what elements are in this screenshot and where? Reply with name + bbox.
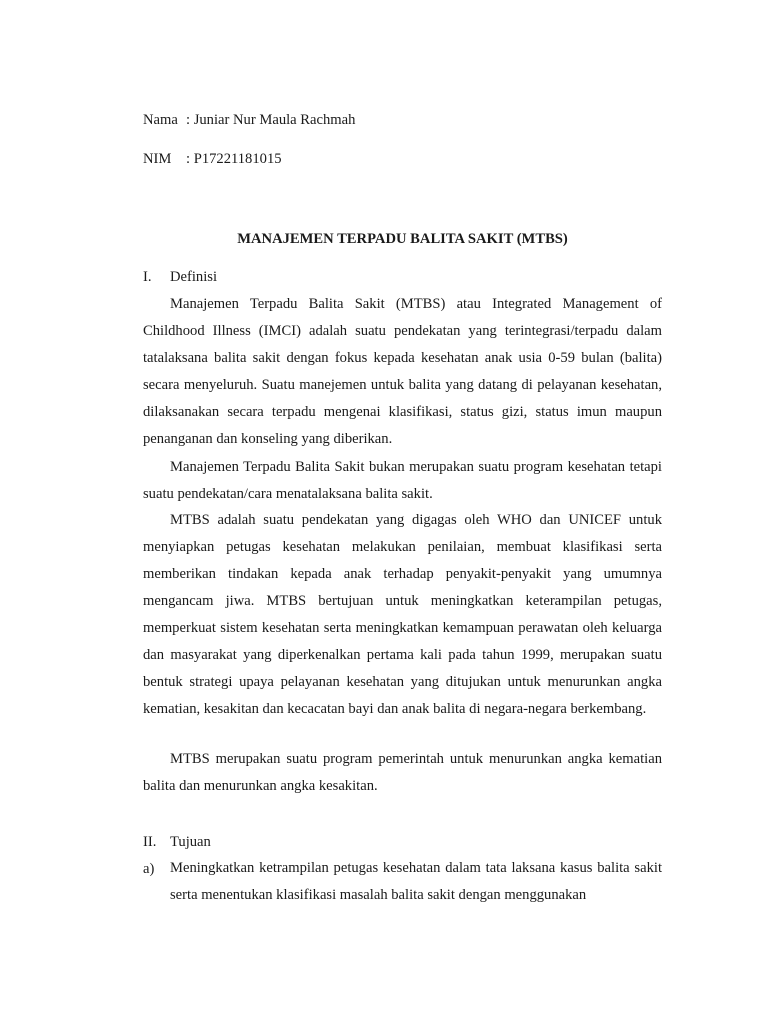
list-item: Meningkatkan ketrampilan petugas kesehatan dalam tata laksana kasus balita sakit serta menentukan klasifikasi masalah balita sakit dengan menggunakan (170, 860, 662, 903)
section-2-number: II. (143, 834, 157, 850)
name-value: : Juniar Nur Maula Rachmah (186, 112, 356, 128)
section-2-title: Tujuan (170, 834, 211, 850)
section-1-paragraph-2: Manajemen Terpadu Balita Sakit bukan merupakan suatu program kesehatan tetapi suatu pendekatan/cara menatalaksana balita sakit. (143, 459, 662, 502)
section-1-paragraph-3: MTBS adalah suatu pendekatan yang digagas oleh WHO dan UNICEF untuk menyiapkan petugas kesehatan melakukan penilaian, membuat klasifikasi serta memberikan tindakan kepada anak terhadap penyakit-penyakit yang umumnya mengancam jiwa. MTBS bertujuan untuk meningkatkan keterampilan petugas, memperkuat sistem kesehatan serta meningkatkan kemampuan perawatan oleh keluarga dan masyarakat yang diperkenalkan pertama kali pada tahun 1999, merupakan suatu bentuk strategi upaya pelayanan kesehatan yang ditujukan untuk menurunkan angka kematian, kesakitan dan kecacatan bayi dan anak balita di negara-negara berkembang. (143, 512, 662, 717)
section-1-title: Definisi (170, 269, 218, 285)
nim-value: : P17221181015 (186, 151, 282, 167)
section-1-number: I. (143, 269, 152, 285)
name-label: Nama (143, 112, 178, 128)
section-1-paragraph-4: MTBS merupakan suatu program pemerintah untuk menurunkan angka kematian balita dan menurunkan angka kesakitan. (143, 751, 662, 794)
section-1-paragraph-1: Manajemen Terpadu Balita Sakit (MTBS) atau Integrated Management of Childhood Illness (IMCI) adalah suatu pendekatan yang terintegrasi/terpadu dalam tatalaksana balita sakit dengan fokus kepada kesehatan anak usia 0-59 bulan (balita) secara menyeluruh. Suatu manejemen untuk balita yang datang di pelayanan kesehatan, dilaksanakan secara terpadu mengenai klasifikasi, status gizi, status imun maupun penanganan dan konseling yang diberikan. (143, 296, 662, 447)
document-title: MANAJEMEN TERPADU BALITA SAKIT (MTBS) (237, 231, 568, 247)
list-item-marker: a) (143, 861, 155, 877)
nim-label: NIM (143, 151, 172, 167)
